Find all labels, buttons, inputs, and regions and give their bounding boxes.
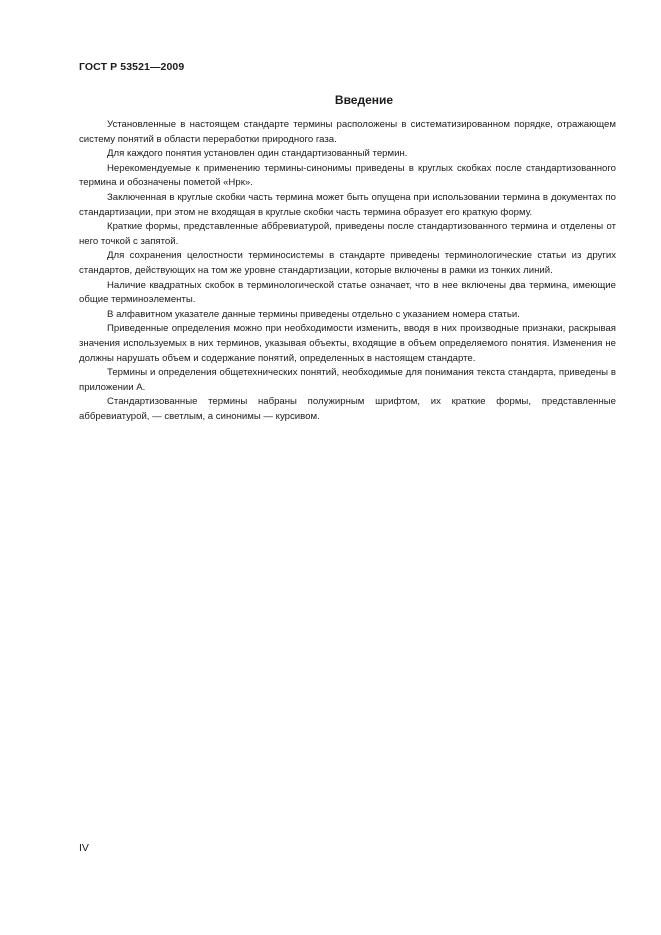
paragraph: Наличие квадратных скобок в терминологической статье означает, что в нее включены два термина, имеющие общие терминоэлементы.: [79, 279, 616, 306]
paragraph: Для каждого понятия установлен один стандартизованный термин.: [107, 148, 408, 160]
paragraph: Заключенная в круглые скобки часть термина может быть опущена при использовании термина в документах по стандартизации, при этом не входящая в круглые скобки часть термина образует его краткую форму.: [79, 191, 616, 218]
paragraph: Стандартизованные термины набраны полужирным шрифтом, их краткие формы, представленные аббревиатурой, — светлым, а синонимы — курсивом.: [79, 396, 616, 422]
paragraph: Нерекомендуемые к применению термины-синонимы приведены в круглых скобках после стандартизованного термина и обозначены пометой «Нрк».: [79, 162, 616, 189]
paragraph: Приведенные определения можно при необходимости изменить, вводя в них производные признаки, раскрывая значения используемых в них терминов, указывая объекты, входящие в объем определяемого понятия. Изменения не должны нарушать объем и содержание понятий, определенных в настоящем стандарте.: [79, 323, 616, 364]
paragraph: Установленные в настоящем стандарте термины расположены в систематизированном порядке, отражающем систему понятий в области переработки природного газа.: [79, 119, 616, 145]
paragraph: Краткие формы, представленные аббревиатурой, приведены после стандартизованного термина и отделены от него точкой с запятой.: [79, 221, 616, 247]
section-body: [79, 118, 616, 424]
paragraph: В алфавитном указателе данные термины приведены отдельно с указанием номера статьи.: [107, 308, 520, 320]
paragraph: Для сохранения целостности терминосистемы в стандарте приведены терминологические статьи из других стандартов, действующих на том же уровне стандартизации, которые включены в рамки из тонких линий.: [79, 250, 616, 276]
paragraph: Термины и определения общетехнических понятий, необходимые для понимания текста стандарта, приведены в приложении А.: [79, 367, 616, 393]
page-number: IV: [79, 842, 89, 854]
document-header: ГОСТ Р 53521—2009: [79, 61, 185, 73]
section-title: Введение: [334, 93, 394, 107]
